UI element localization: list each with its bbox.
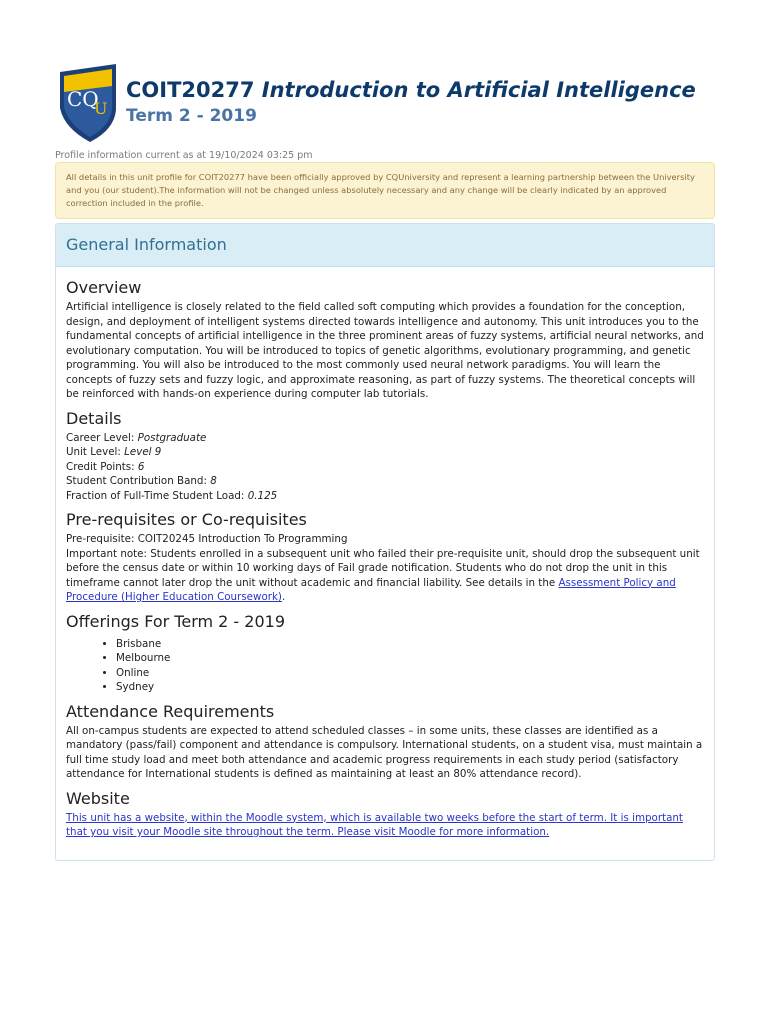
- attendance-text: All on-campus students are expected to attend scheduled classes – in some units, these classes are identified as a mandatory (pass/fail) component and attendance is compulsory. International students, on a student visa, must maintain a full time study load and meet both attendance and academic progress requirements in each study period (satisfactory attendance for International students is defined as maintaining at least an 80% attendance record).: [66, 724, 703, 780]
- unit-name: Introduction to Artificial Intelligence: [261, 78, 696, 102]
- page-header: [58, 62, 718, 148]
- profile-info-timestamp: Profile information current as at 19/10/2024 03:25 pm: [55, 150, 313, 161]
- cqu-logo: [58, 62, 118, 144]
- fraction-load-label: Fraction of Full-Time Student Load:: [66, 489, 248, 502]
- fraction-load-value: 0.125: [247, 489, 278, 502]
- details-list: [66, 431, 704, 504]
- credit-points-row: [66, 460, 704, 475]
- prerequisites-section: [66, 509, 704, 605]
- page-title: [126, 78, 696, 102]
- prerequisite-note-text: Important note: Students enrolled in a subsequent unit who failed their pre-requisite unit, should drop the subsequent unit before the census date or within 10 working days of Fail grade notification. Students who do not drop the unit in this timeframe cannot later drop the unit without academic and financial liability. See details in the: [66, 547, 700, 589]
- prerequisite-note: [66, 547, 704, 605]
- prerequisite-text: Pre-requisite: COIT20245 Introduction To Programming: [66, 533, 348, 545]
- moodle-website-link[interactable]: This unit has a website, within the Moodle system, which is available two weeks before the start of term. It is important that you visit your Moodle site throughout the term. Please visit Moodle for more information.: [66, 811, 683, 838]
- credit-points-label: Credit Points:: [66, 460, 138, 473]
- prerequisites-heading: Pre-requisites or Co-requisites: [66, 510, 307, 529]
- credit-points-value: 6: [137, 460, 145, 473]
- details-heading: Details: [66, 408, 122, 428]
- website-heading: Website: [66, 788, 130, 808]
- website-section: [66, 788, 704, 840]
- contribution-band-value: 8: [210, 475, 217, 487]
- list-item: • Sydney: [116, 680, 704, 695]
- details-section: [66, 408, 704, 504]
- career-level-row: [66, 431, 704, 446]
- unit-level-row: [66, 445, 704, 460]
- career-level-label: Career Level:: [66, 431, 138, 444]
- approval-notice: All details in this unit profile for COIT20277 have been officially approved by CQUniversity and represent a learning partnership between the University and you (our student).The information will not be changed unless absolutely necessary and any change will be clearly indicated by an approved correction included in the profile.: [55, 162, 715, 219]
- unit-code: COIT20277: [126, 78, 255, 102]
- general-information-panel: [55, 223, 715, 861]
- prerequisite-note-end: .: [281, 591, 286, 603]
- offerings-list: [66, 637, 704, 695]
- overview-text: Artificial intelligence is closely related to the field called soft computing which provides a foundation for the conception, design, and deployment of intelligent systems directed towards intelligence and autonomy. This unit introduces you to the fundamental concepts of artificial intelligence in the three prominent areas of fuzzy systems, artificial neural networks, and evolutionary computation. You will be introduced to topics of genetic algorithms, evolutionary programming, and genetic programming. You will also be introduced to the most commonly used neural network paradigms. You will learn the concepts of fuzzy sets and fuzzy logic, and approximate reasoning, as part of fuzzy systems. The theoretical concepts will be reinforced with hands-on experience during computer lab tutorials.: [66, 301, 704, 400]
- list-item: • Brisbane: [116, 637, 704, 652]
- offerings-heading: Offerings For Term 2 - 2019: [66, 611, 285, 631]
- assessment-policy-link[interactable]: Assessment Policy and Procedure (Higher Education Coursework): [66, 576, 676, 603]
- general-information-heading: General Information: [56, 224, 714, 267]
- list-item: • Melbourne: [116, 651, 704, 666]
- contribution-band-label: Student Contribution Band:: [66, 475, 211, 487]
- unit-level-label: Unit Level:: [66, 446, 125, 458]
- attendance-heading: Attendance Requirements: [66, 701, 275, 721]
- term-subtitle: Term 2 - 2019: [126, 106, 257, 126]
- career-level-value: Postgraduate: [137, 431, 207, 444]
- offerings-section: [66, 611, 704, 695]
- attendance-section: [66, 701, 704, 782]
- website-paragraph: [66, 811, 704, 840]
- fraction-load-row: [66, 489, 704, 504]
- logo-text-u: U: [94, 99, 108, 118]
- list-item: • Online: [116, 666, 704, 681]
- overview-section: [66, 277, 704, 402]
- logo-text-cq: CQ: [67, 87, 99, 111]
- unit-level-value: Level 9: [124, 446, 162, 458]
- overview-heading: Overview: [66, 278, 142, 297]
- contribution-band-row: [66, 474, 704, 489]
- general-information-body: [56, 267, 714, 840]
